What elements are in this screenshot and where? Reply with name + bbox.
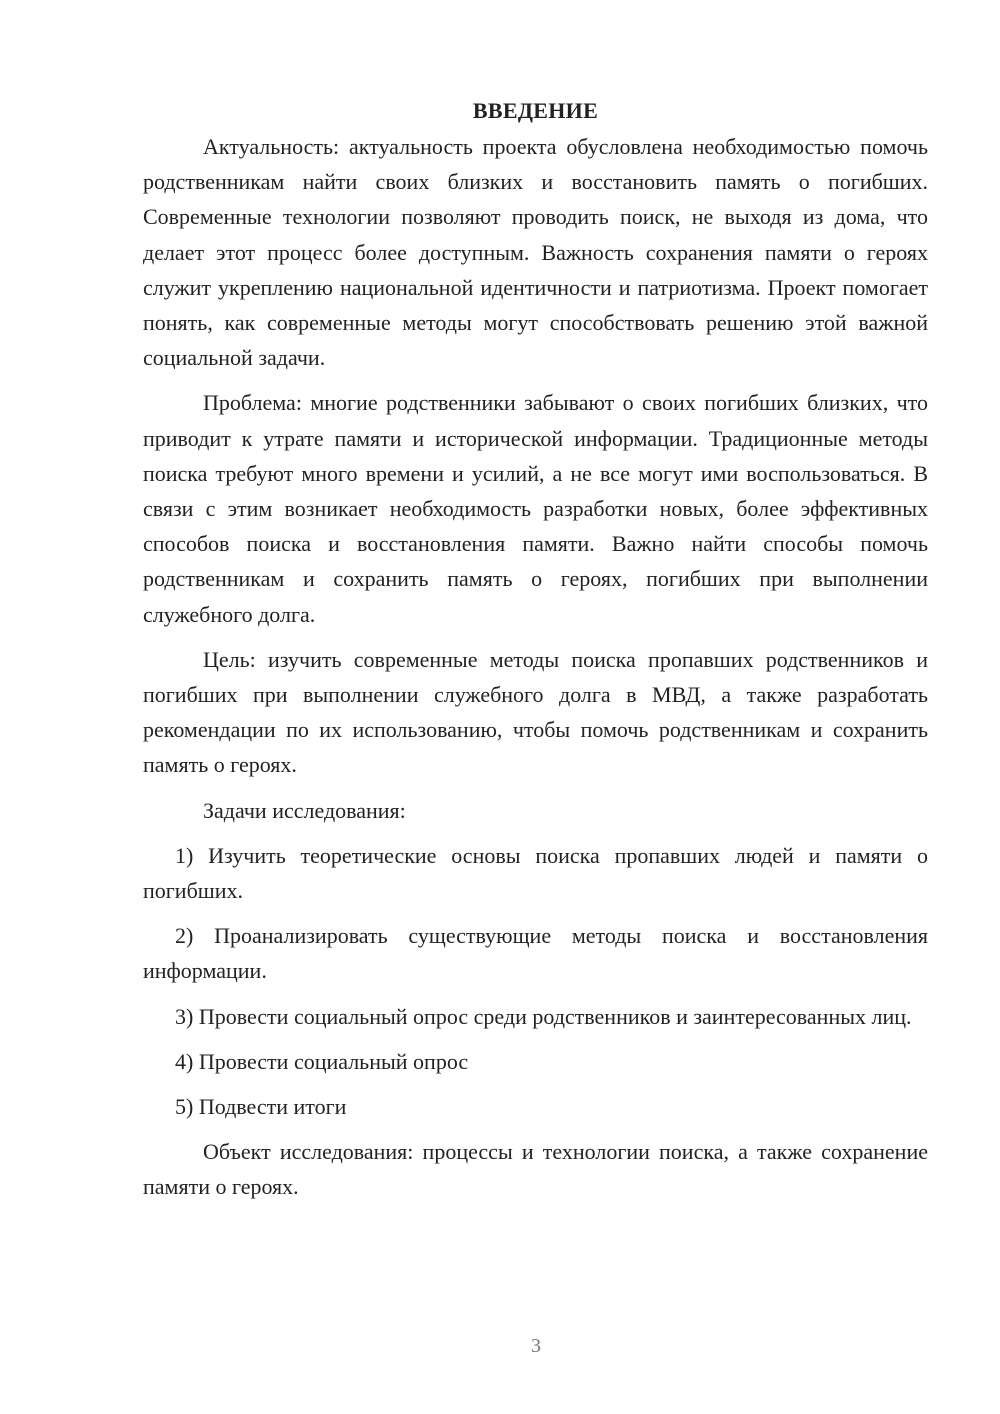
task-item: 1) Изучить теоретические основы поиска пропавших людей и памяти о погибших. — [143, 842, 928, 904]
relevance-paragraph: Актуальность: актуальность проекта обусловлена необходимостью помочь родственникам найти своих близких и восстановить память о погибших. Современные технологии позволяют проводить поиск, не выходя из дома, что делает этот процесс более доступным. Важность сохранения памяти о героях служит укреплению национальной идентичности и патриотизма. Проект помогает понять, как современные методы могут способствовать решению этой важной социальной задачи. — [143, 134, 928, 371]
task-item: 5) Подвести итоги — [175, 1094, 347, 1120]
task-item: 2) Проанализировать существующие методы поиска и восстановления информации. — [143, 923, 928, 984]
page-number: 3 — [531, 1335, 541, 1357]
problem-paragraph: Проблема: многие родственники забывают о своих погибших близких, что приводит к утрате памяти и исторической информации. Традиционные методы поиска требуют много времени и усилий, а не все могут ими воспользоваться. В связи с этим возникает необходимость разработки новых, более эффективных способов поиска и восстановления памяти. Важно найти способы помочь родственникам и сохранить память о героях, погибших при выполнении служебного долга. — [143, 390, 928, 627]
tasks-heading: Задачи исследования: — [203, 797, 406, 823]
goal-paragraph: Цель: изучить современные методы поиска пропавших родственников и погибших при выполнении служебного долга в МВД, а также разработать рекомендации по их использованию, чтобы помочь родственникам и сохранить память о героях. — [143, 646, 928, 778]
document-page — [143, 95, 928, 1215]
research-object-paragraph: Объект исследования: процессы и технологии поиска, а также сохранение памяти о героях. — [143, 1139, 928, 1200]
task-item: 4) Провести социальный опрос — [175, 1048, 469, 1074]
section-title: ВВЕДЕНИЕ — [472, 98, 599, 123]
task-item: 3) Провести социальный опрос среди родственников и заинтересованных лиц. — [175, 1003, 912, 1029]
